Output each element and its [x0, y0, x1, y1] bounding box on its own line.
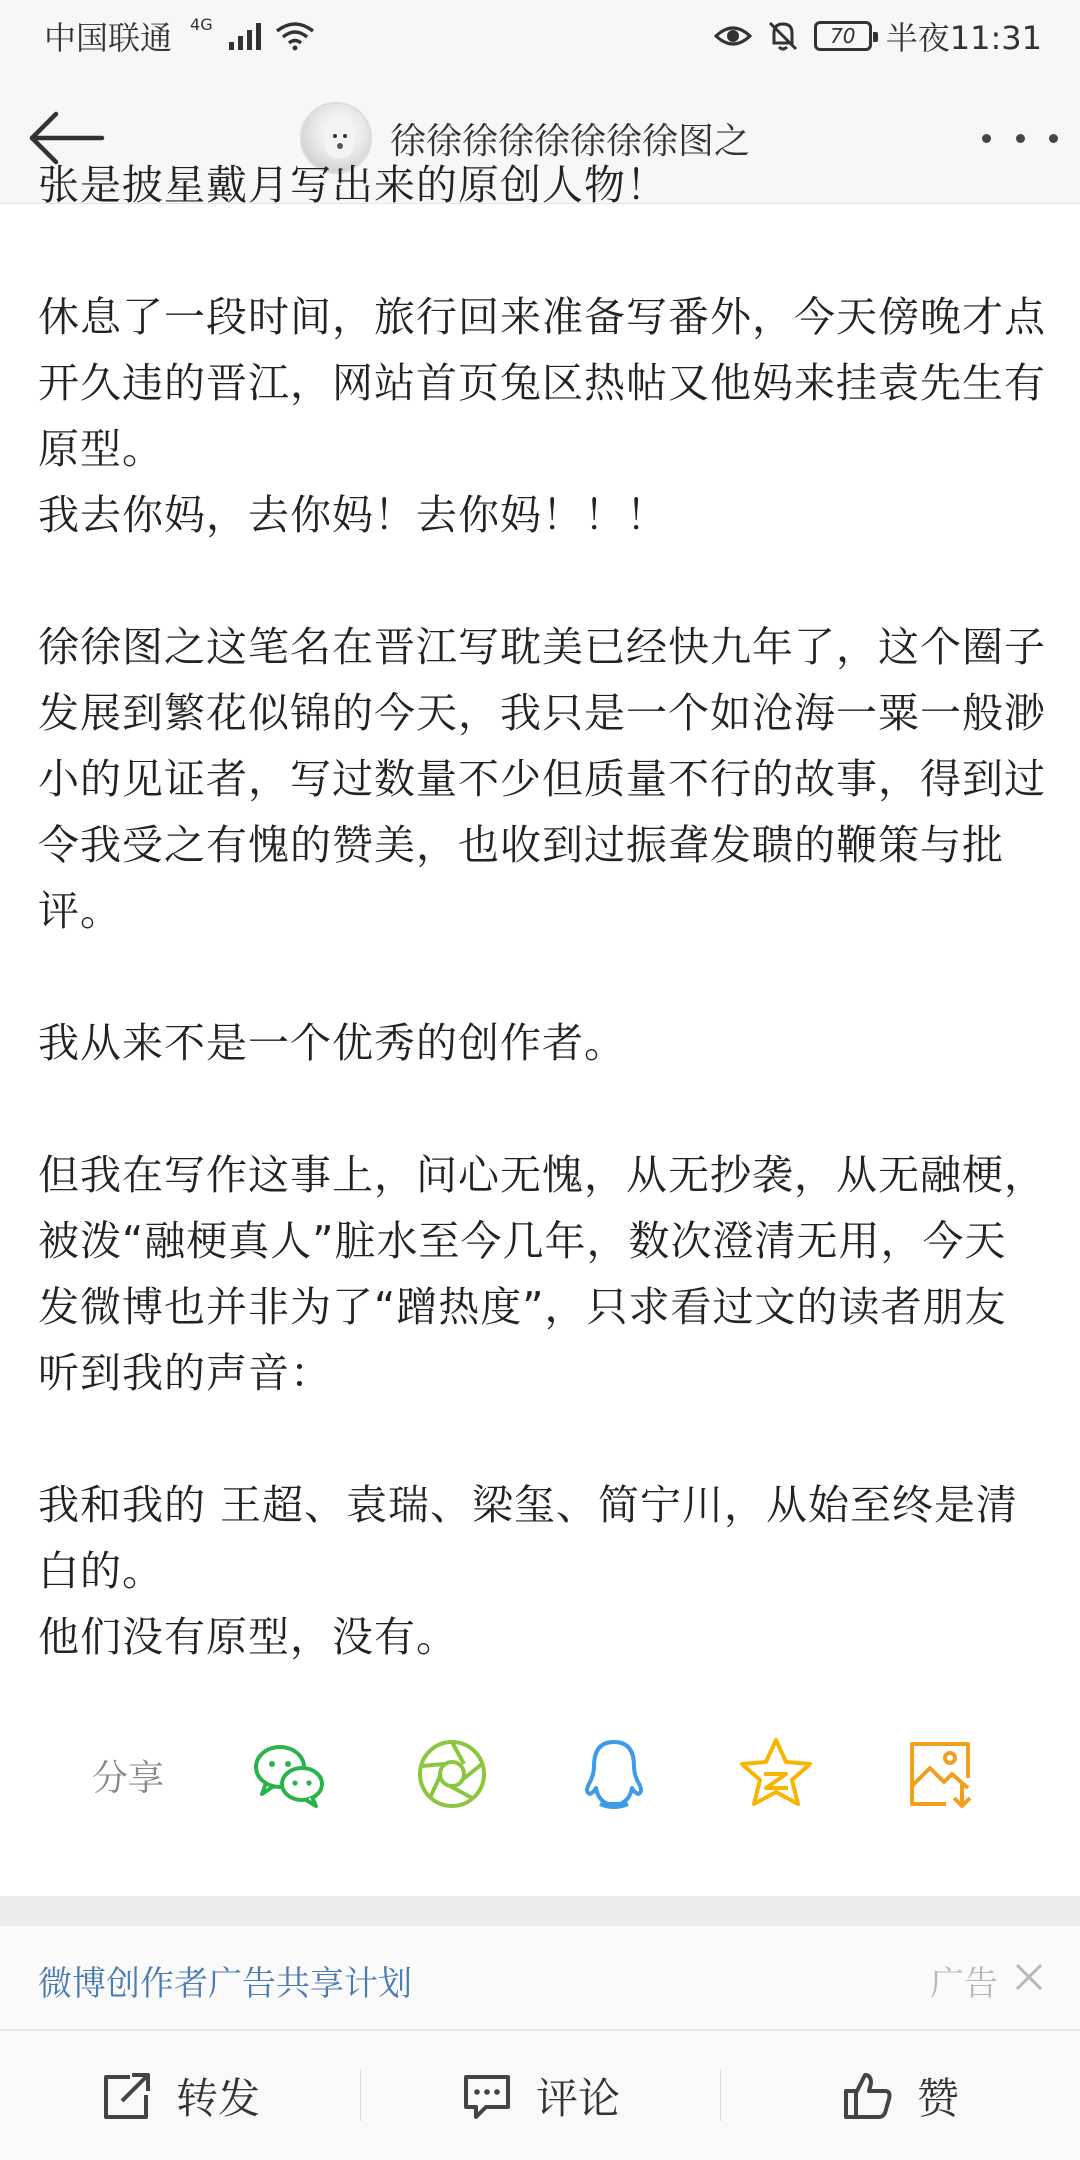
article-body — [38, 152, 1048, 1670]
status-left — [44, 13, 315, 59]
repost-label: 转发 — [175, 2073, 260, 2123]
like-label: 赞 — [916, 2073, 959, 2123]
clock: 半夜11:31 — [885, 19, 1042, 57]
article — [0, 161, 1080, 1661]
paragraph-gap — [38, 218, 1048, 284]
battery-level: 70 — [830, 24, 856, 48]
comment-button[interactable] — [360, 2031, 720, 2160]
article-paragraph: 但我在写作这事上，问心无愧，从无抄袭，从无融梗，被泼“融梗真人”脏水至今几年，数次澄清无用，今天发微博也并非为了“蹭热度”，只求看过文的读者朋友听到我的声音： — [38, 1151, 1046, 1397]
save-image-icon[interactable] — [900, 1734, 980, 1814]
carrier-name: 中国联通 — [44, 19, 173, 57]
paragraph-gap — [38, 944, 1048, 1010]
wifi-icon — [275, 21, 315, 51]
close-icon[interactable] — [1014, 1962, 1044, 1992]
repost-button[interactable] — [0, 2031, 360, 2160]
article-paragraph: 他们没有原型，没有。 — [38, 1613, 458, 1661]
ad-badge: 广告 — [930, 1964, 998, 2004]
status-bar — [0, 0, 1080, 72]
section-divider — [0, 1896, 1080, 1926]
moments-icon[interactable] — [412, 1734, 492, 1814]
comment-label: 评论 — [535, 2073, 620, 2123]
action-bar — [0, 2030, 1080, 2160]
article-paragraph: 我和我的 王超、袁瑞、梁玺、简宁川，从始至终是清白的。 — [38, 1481, 1019, 1595]
repost-icon — [100, 2069, 154, 2123]
qzone-icon[interactable] — [736, 1734, 816, 1814]
paragraph-gap — [38, 1406, 1048, 1472]
article-paragraph: 我从来不是一个优秀的创作者。 — [38, 1019, 626, 1067]
comment-icon — [460, 2069, 514, 2123]
paragraph-gap — [38, 1076, 1048, 1142]
eye-icon — [714, 22, 752, 50]
mute-bell-icon — [766, 19, 800, 53]
ad-banner[interactable] — [0, 1926, 1080, 2030]
article-paragraph: 休息了一段时间，旅行回来准备写番外，今天傍晚才点开久违的晋江，网站首页兔区热帖又他妈来挂袁先生有原型。 — [38, 293, 1046, 473]
network-type: 4G — [190, 14, 213, 34]
page-title: 徐徐徐徐徐徐徐徐图之 — [390, 120, 751, 162]
thumbs-up-icon — [841, 2069, 895, 2123]
share-row — [0, 1720, 1080, 1830]
status-right — [714, 13, 1042, 59]
share-label: 分享 — [92, 1758, 165, 1799]
article-paragraph: 张是披星戴月写出来的原创人物！ — [38, 161, 668, 209]
article-paragraph: 徐徐图之这笔名在晋江写耽美已经快九年了，这个圈子发展到繁花似锦的今天，我只是一个如沧海一粟一般渺小的见证者，写过数量不少但质量不行的故事，得到过令我受之有愧的赞美，也收到过振聋发聩的鞭策与批评。 — [38, 623, 1046, 935]
wechat-icon[interactable] — [248, 1734, 328, 1814]
qq-icon[interactable] — [574, 1734, 654, 1814]
battery-icon — [814, 21, 872, 51]
like-button[interactable] — [720, 2031, 1080, 2160]
paragraph-gap — [38, 548, 1048, 614]
signal-icon — [229, 22, 261, 50]
article-paragraph: 我去你妈，去你妈！去你妈！！！ — [38, 491, 668, 539]
ad-link[interactable]: 微博创作者广告共享计划 — [38, 1964, 412, 2004]
